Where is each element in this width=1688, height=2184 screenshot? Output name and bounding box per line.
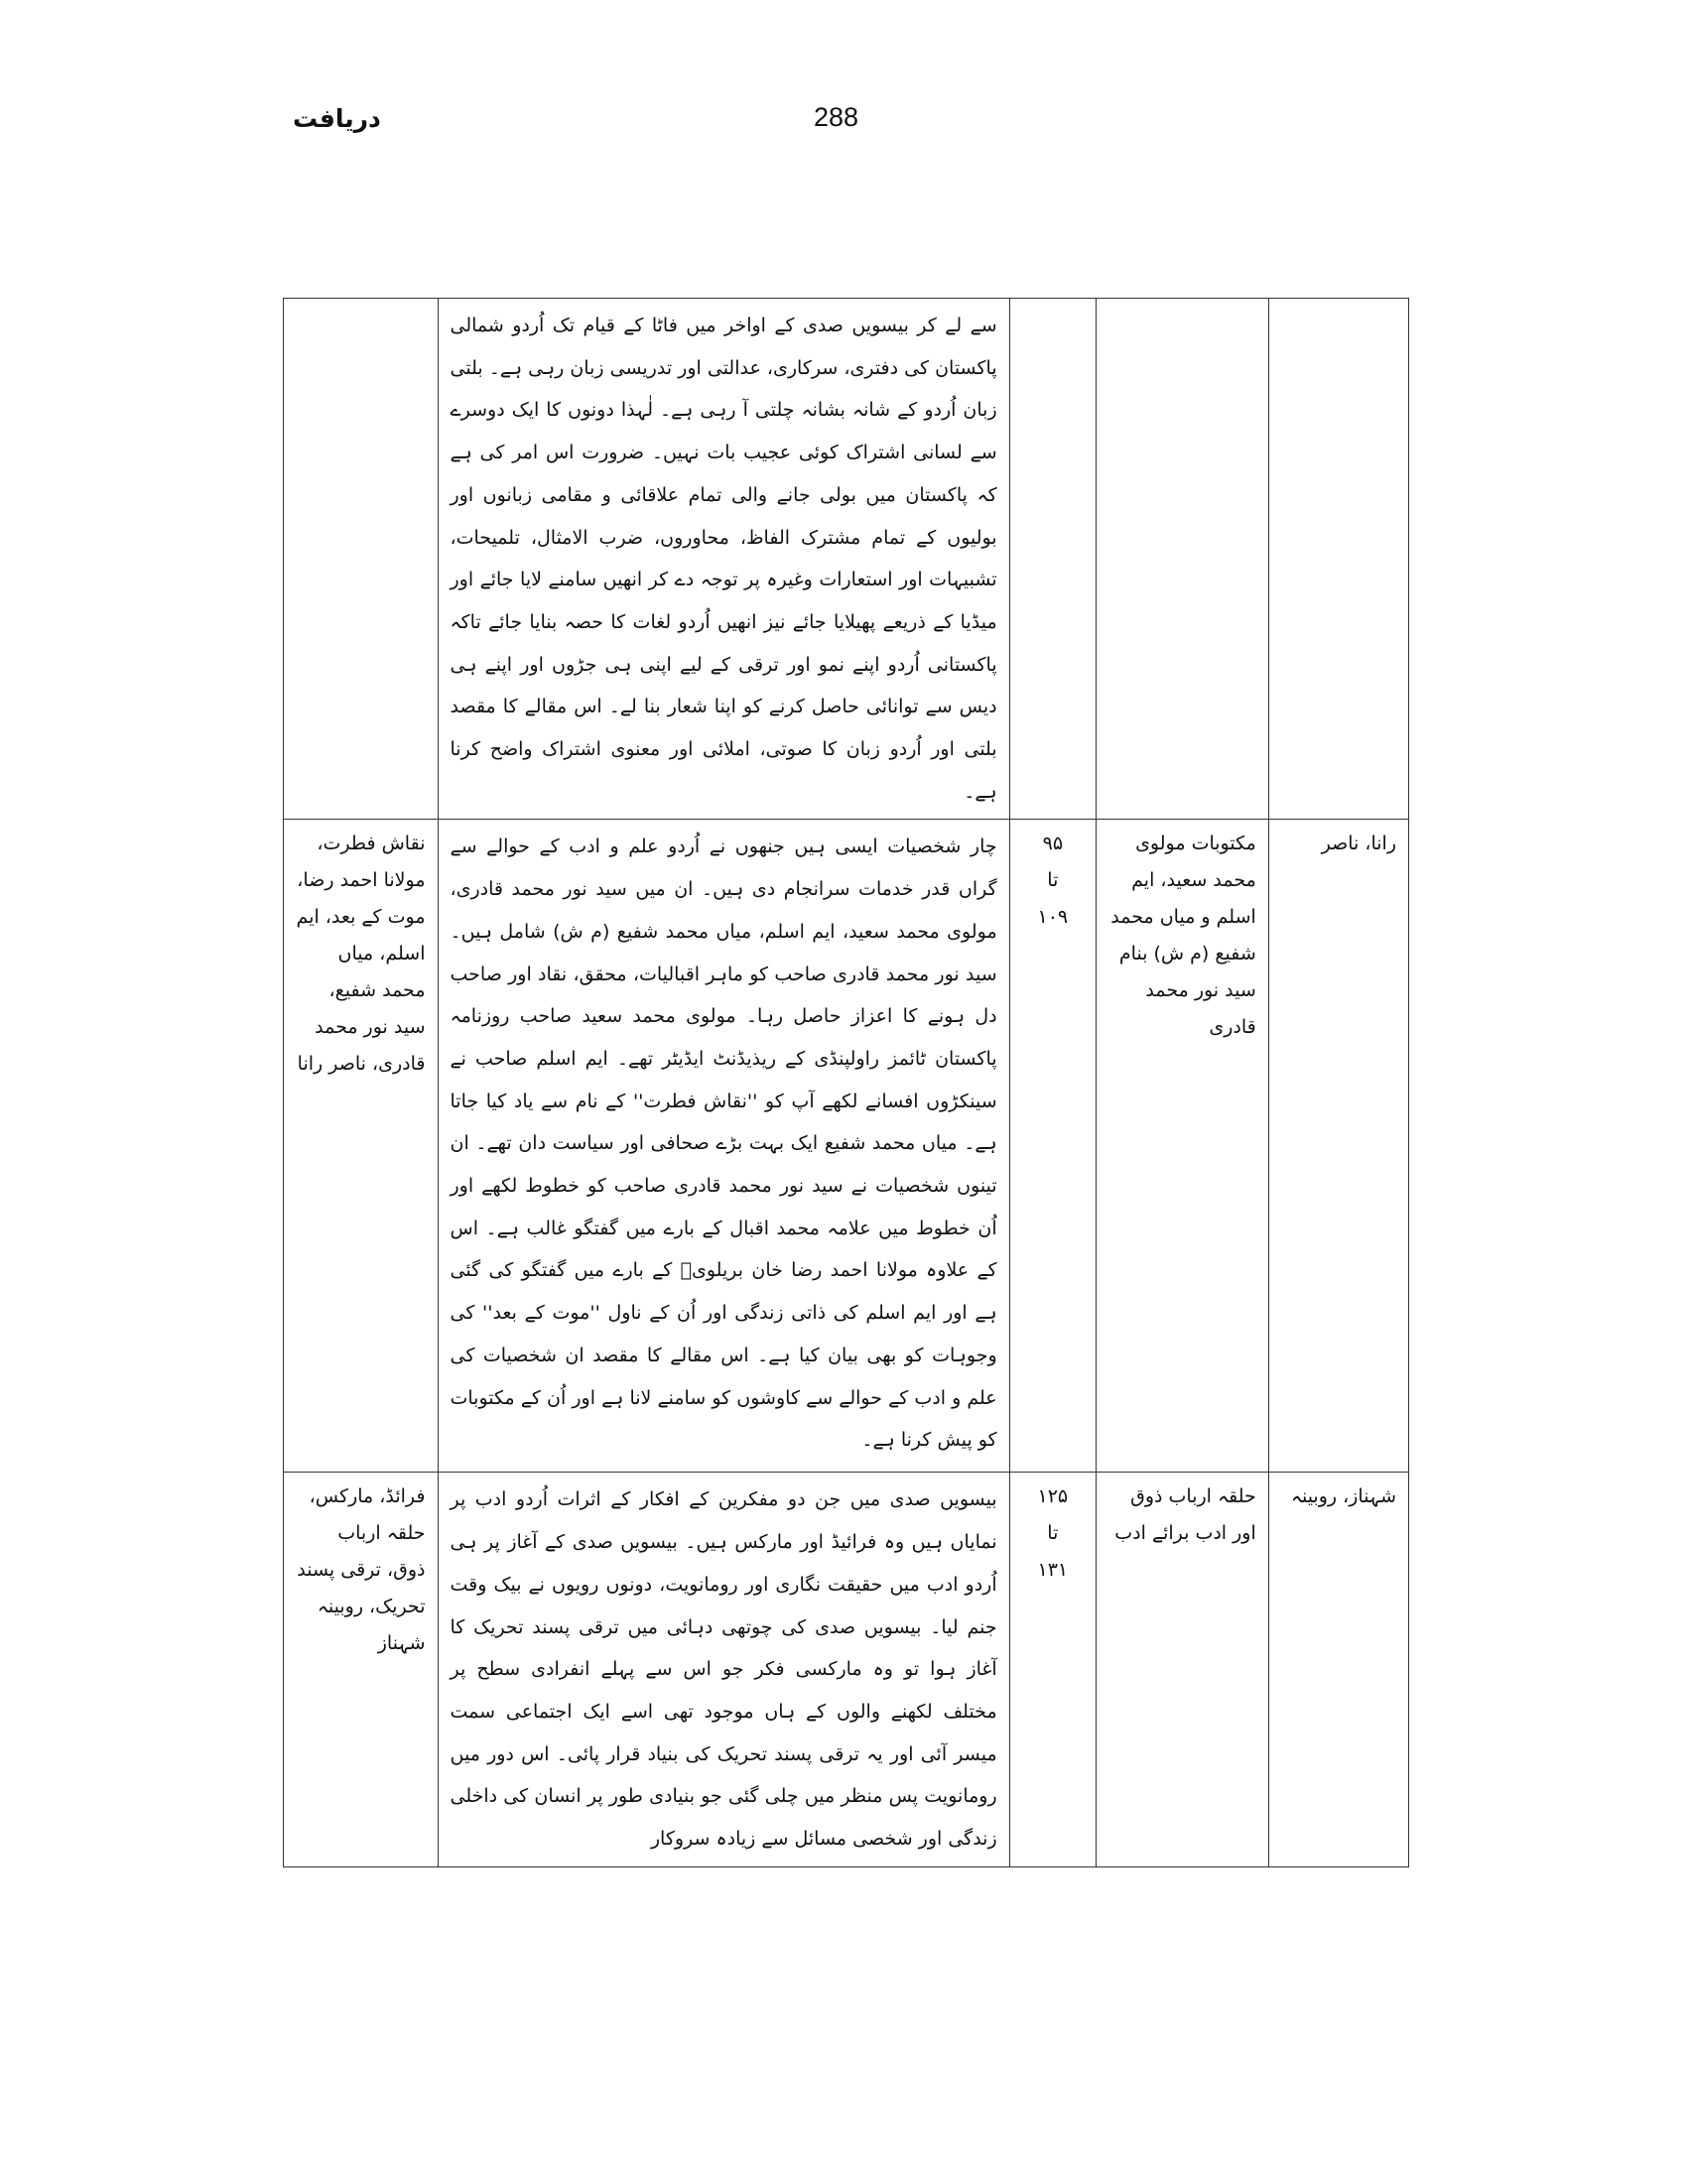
page-number: 288 [814, 102, 859, 132]
page-to-label: تا [1047, 869, 1059, 892]
author-cell [1268, 299, 1408, 820]
title-cell: مکتوبات مولوی محمد سعید، ایم اسلم و میاں محمد شفیع (م ش) بنام سید نور محمد قادری [1097, 820, 1269, 1473]
page-to: ۱۳۱ [1037, 1559, 1069, 1582]
title-cell [1097, 299, 1269, 820]
author-cell: رانا، ناصر [1268, 820, 1408, 1473]
keywords-cell: فرائڈ، مارکس، حلقہ ارباب ذوق، ترقی پسند تحریک، روبینہ شہناز [284, 1473, 439, 1866]
table-row [284, 1473, 1409, 1866]
author-cell: شہناز، روبینہ [1268, 1473, 1408, 1866]
table-row [284, 299, 1409, 820]
page-to-label: تا [1047, 1522, 1059, 1545]
page-to: ۱۰۹ [1037, 906, 1069, 929]
keywords-cell: نقاش فطرت، مولانا احمد رضا، موت کے بعد، ایم اسلم، میاں محمد شفیع، سید نور محمد قادری، ناصر رانا [284, 820, 439, 1473]
abstract-cell: چار شخصیات ایسی ہیں جنھوں نے اُردو علم و ادب کے حوالے سے گراں قدر خدمات سرانجام دی ہیں۔ ان میں سید نور محمد قادری، مولوی محمد سعید، ایم اسلم، میاں محمد شفیع (م ش) شامل ہیں۔ سید نور محمد قادری صاحب کو ماہر اقبالیات، محقق، نقاد اور صاحب دل ہونے کا اعزاز حاصل رہا۔ مولوی محمد سعید صاحب روزنامہ پاکستان ٹائمز راولپنڈی کے ریذیڈنٹ ایڈیٹر تھے۔ ایم اسلم صاحب نے سینکڑوں افسانے لکھے آپ کو ''نقاش فطرت'' کے نام سے یاد کیا جاتا ہے۔ میاں محمد شفیع ایک بہت بڑے صحافی اور سیاست دان تھے۔ ان تینوں شخصیات نے سید نور محمد قادری صاحب کو خطوط لکھے اور اُن خطوط میں علامہ محمد اقبال کے بارے میں گفتگو غالب ہے۔ اس کے علاوہ مولانا احمد رضا خان بریلویؒ کے بارے میں گفتگو کی گئی ہے اور ایم اسلم کی ذاتی زندگی اور اُن کے ناول ''موت کے بعد'' کی وجوہات کو بھی بیان کیا ہے۔ اس مقالے کا مقصد ان شخصیات کی علم و ادب کے حوالے سے کاوشوں کو سامنے لانا ہے اور اُن کے مکتوبات کو پیش کرنا ہے۔ [438, 820, 1009, 1473]
keywords-cell [284, 299, 439, 820]
page-from: ۹۵ [1042, 833, 1064, 855]
journal-name: دریافت [293, 104, 381, 133]
title-cell: حلقہ ارباب ذوق اور ادب برائے ادب [1097, 1473, 1269, 1866]
pages-cell [1009, 820, 1096, 1473]
table-row [284, 820, 1409, 1473]
page-from: ۱۲۵ [1037, 1485, 1069, 1508]
abstract-cell: بیسویں صدی میں جن دو مفکرین کے افکار کے اثرات اُردو ادب پر نمایاں ہیں وہ فرائیڈ اور مارکس ہیں۔ بیسویں صدی کے آغاز پر ہی اُردو ادب میں حقیقت نگاری اور رومانویت، دونوں رویوں نے بیک وقت جنم لیا۔ بیسویں صدی کی چوتھی دہائی میں ترقی پسند تحریک کا آغاز ہوا تو وہ مارکسی فکر جو اس سے پہلے انفرادی سطح پر مختلف لکھنے والوں کے ہاں موجود تھی اسے ایک اجتماعی سمت میسر آئی اور یہ ترقی پسند تحریک کی بنیاد قرار پائی۔ اس دور میں رومانویت پس منظر میں چلی گئی جو بنیادی طور پر انسان کی داخلی زندگی اور شخصی مسائل سے زیادہ سروکار [438, 1473, 1009, 1866]
pages-cell [1009, 299, 1096, 820]
abstract-cell: سے لے کر بیسویں صدی کے اواخر میں فاٹا کے قیام تک اُردو شمالی پاکستان کی دفتری، سرکاری، عدالتی اور تدریسی زبان رہی ہے۔ بلتی زبان اُردو کے شانہ بشانہ چلتی آ رہی ہے۔ لٰہذا دونوں کا ایک دوسرے سے لسانی اشتراک کوئی عجیب بات نہیں۔ ضرورت اس امر کی ہے کہ پاکستان میں بولی جانے والی تمام علاقائی و مقامی زبانوں اور بولیوں کے تمام مشترک الفاظ، محاوروں، ضرب الامثال، تلمیحات، تشبیہات اور استعارات وغیرہ پر توجہ دے کر انھیں سامنے لایا جائے اور میڈیا کے ذریعے پھیلایا جائے نیز انھیں اُردو لغات کا حصہ بنایا جائے تاکہ پاکستانی اُردو اپنے نمو اور ترقی کے لیے اپنی ہی جڑوں اور اپنے ہی دیس سے توانائی حاصل کرنے کو اپنا شعار بنا لے۔ اس مقالے کا مقصد بلتی اور اُردو زبان کا صوتی، املائی اور معنوی اشتراک واضح کرنا ہے۔ [438, 299, 1009, 820]
article-index-table [283, 298, 1409, 1867]
pages-cell [1009, 1473, 1096, 1866]
